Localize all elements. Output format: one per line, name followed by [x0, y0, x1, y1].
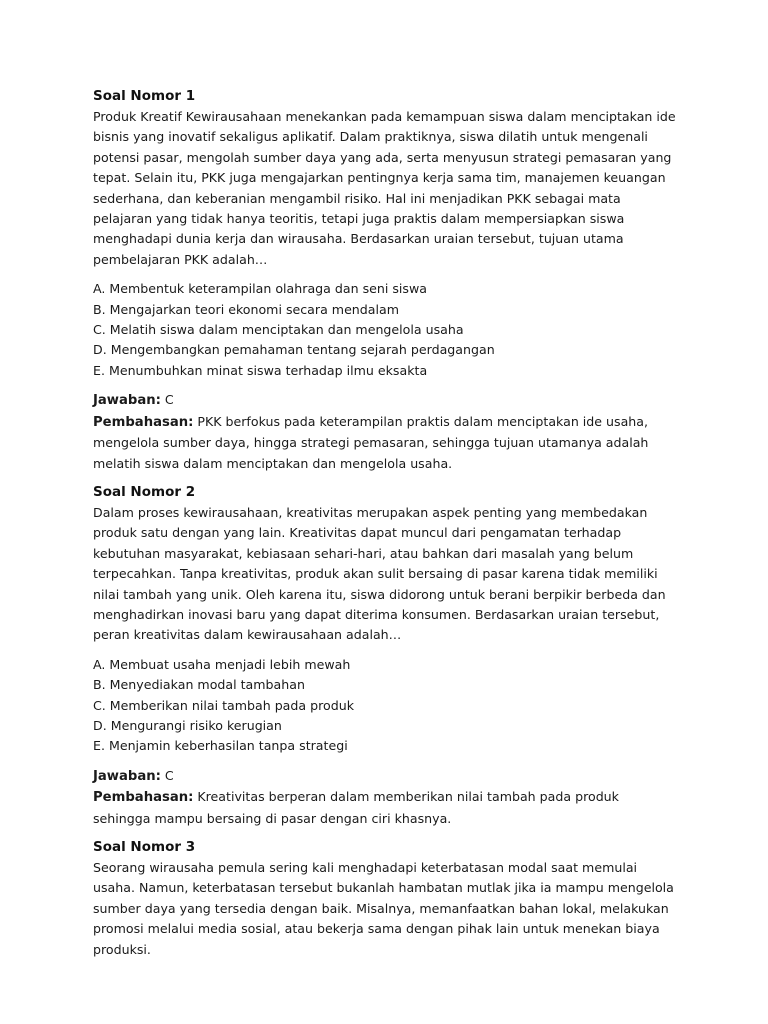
- document-page: [93, 87, 679, 960]
- answer-label: Jawaban:: [93, 768, 161, 784]
- option-a: A. Membuat usaha menjadi lebih mewah: [93, 656, 351, 672]
- answer-options: [93, 655, 679, 757]
- explanation-label: Pembahasan:: [93, 414, 194, 430]
- answer-value: C: [160, 767, 174, 783]
- option-c: C. Melatih siswa dalam menciptakan dan mengelola usaha: [93, 322, 464, 338]
- option-d: D. Mengurangi risiko kerugian: [93, 717, 282, 733]
- question-paragraph: Seorang wirausaha pemula sering kali menghadapi keterbatasan modal saat memulai usaha. Namun, keterbatasan tersebut bukanlah hambatan mutlak jika ia mampu mengelola sumber daya yang tersedia dengan baik. Misalnya, memanfaatkan bahan lokal, melakukan promosi melalui media sosial, atau bekerja sama dengan pihak lain untuk menekan biaya produksi.: [93, 860, 674, 957]
- question-1: [93, 87, 679, 474]
- option-a: A. Membentuk keterampilan olahraga dan seni siswa: [93, 281, 427, 297]
- question-paragraph: Dalam proses kewirausahaan, kreativitas merupakan aspek penting yang membedakan produk satu dengan yang lain. Kreativitas dapat muncul dari pengamatan terhadap kebutuhan masyarakat, kebiasaan sehari-hari, atau bahkan dari masalah yang belum terpecahkan. Tanpa kreativitas, produk akan sulit bersaing di pasar karena tidak memiliki nilai tambah yang unik. Oleh karena itu, siswa didorong untuk berani berpikir berbeda dan menghadirkan inovasi baru yang dapat diterima konsumen. Berdasarkan uraian tersebut, peran kreativitas dalam kewirausahaan adalah…: [93, 504, 666, 643]
- question-3: [93, 838, 679, 960]
- answer-line: [93, 766, 679, 787]
- answer-line: [93, 390, 679, 411]
- explanation-label: Pembahasan:: [93, 790, 194, 806]
- explanation-text: Kreativitas berperan dalam memberikan nilai tambah pada produk sehingga mampu bersaing di pasar dengan ciri khasnya.: [93, 789, 619, 826]
- option-e: E. Menjamin keberhasilan tanpa strategi: [93, 738, 348, 754]
- answer-label: Jawaban:: [93, 393, 161, 409]
- answer-options: [93, 279, 679, 381]
- question-title: Soal Nomor 3: [93, 839, 196, 855]
- question-paragraph: Produk Kreatif Kewirausahaan menekankan pada kemampuan siswa dalam menciptakan ide bisnis yang inovatif sekaligus aplikatif. Dalam praktiknya, siswa dilatih untuk mengenali potensi pasar, mengolah sumber daya yang ada, serta menyusun strategi pemasaran yang tepat. Selain itu, PKK juga mengajarkan pentingnya kerja sama tim, manajemen keuangan sederhana, dan keberanian mengambil risiko. Hal ini menjadikan PKK sebagai mata pelajaran yang tidak hanya teoritis, tetapi juga praktis dalam mempersiapkan siswa menghadapi dunia kerja dan wirausaha. Berdasarkan uraian tersebut, tujuan utama pembelajaran PKK adalah…: [93, 109, 676, 267]
- explanation-text: PKK berfokus pada keterampilan praktis dalam menciptakan ide usaha, mengelola sumber daya, hingga strategi pemasaran, sehingga tujuan utamanya adalah melatih siswa dalam menciptakan dan mengelola usaha.: [93, 413, 649, 471]
- question-title: Soal Nomor 2: [93, 483, 196, 500]
- option-b: B. Mengajarkan teori ekonomi secara mendalam: [93, 301, 399, 317]
- explanation: [93, 787, 679, 829]
- option-c: C. Memberikan nilai tambah pada produk: [93, 697, 354, 713]
- option-b: B. Menyediakan modal tambahan: [93, 677, 305, 693]
- answer-value: C: [160, 392, 174, 408]
- option-e: E. Menumbuhkan minat siswa terhadap ilmu eksakta: [93, 362, 428, 378]
- question-2: [93, 483, 679, 829]
- explanation: [93, 412, 679, 474]
- question-title: Soal Nomor 1: [93, 88, 196, 104]
- option-d: D. Mengembangkan pemahaman tentang sejarah perdagangan: [93, 342, 495, 358]
